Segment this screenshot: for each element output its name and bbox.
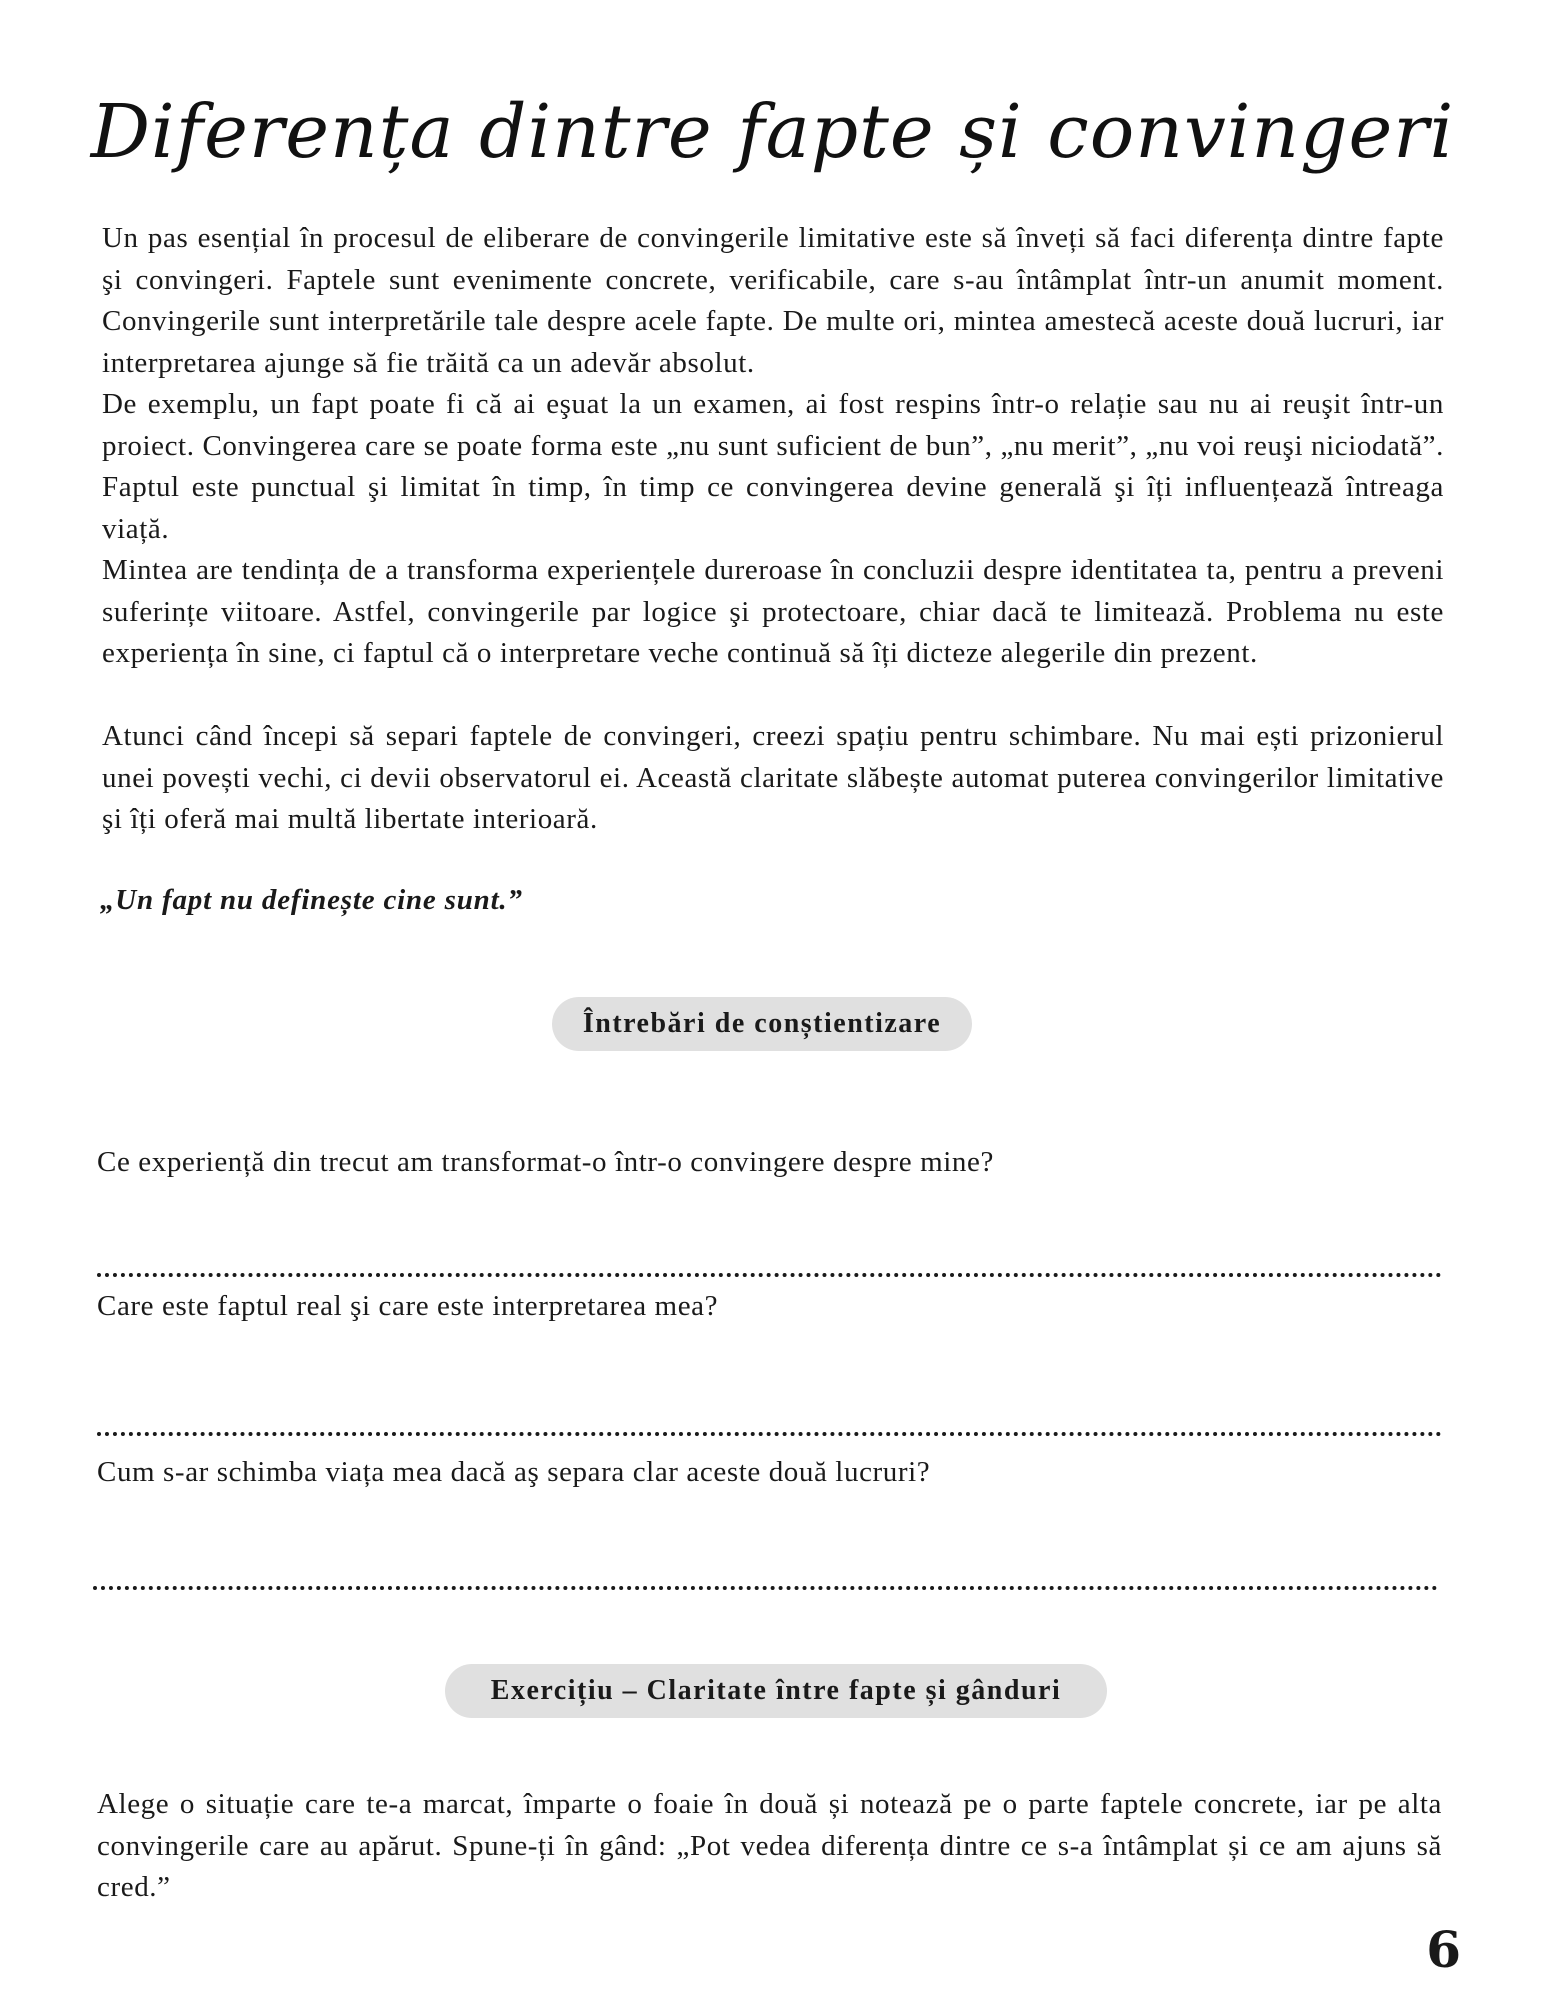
answer-line-1[interactable] xyxy=(97,1273,1442,1277)
answer-line-2[interactable] xyxy=(97,1432,1442,1436)
page-title: Diferența dintre fapte și convingeri xyxy=(90,89,1455,175)
page-number: 6 xyxy=(1426,1920,1461,1979)
awareness-question-1: Ce experiență din trecut am transformat-o într-o convingere despre mine? xyxy=(97,1146,994,1178)
exercise-paragraph: Alege o situație care te-a marcat, împarte o foaie în două și notează pe o parte faptele concrete, iar pe alta convingerile care au apărut. Spune-ți în gând: „Pot vedea diferența dintre ce s-a întâmplat și ce am ajuns să cred.” xyxy=(97,1788,1442,1903)
awareness-questions-heading: Întrebări de conștientizare xyxy=(552,997,972,1051)
exercise-heading: Exercițiu – Claritate între fapte și gânduri xyxy=(445,1664,1107,1718)
example-paragraph: De exemplu, un fapt poate fi că ai eşuat la un examen, ai fost respins într-o relație sau nu ai reuşit într-un proiect. Convingerea care se poate forma este „nu sunt suficient de bun”, „nu merit”, „nu voi reuşi niciodată”. Faptul este punctual şi limitat în timp, în timp ce convingerea devine generală şi îți influențează întreaga viață. xyxy=(102,388,1444,545)
awareness-question-2: Care este faptul real şi care este interpretarea mea? xyxy=(97,1290,719,1322)
affirmation-quote: „Un fapt nu definește cine sunt.” xyxy=(100,884,523,916)
answer-line-3[interactable] xyxy=(93,1586,1438,1590)
awareness-question-3: Cum s-ar schimba viața mea dacă aş separa clar aceste două lucruri? xyxy=(97,1456,931,1488)
intro-paragraph: Un pas esențial în procesul de eliberare de convingerile limitative este să înveți să faci diferența dintre fapte şi convingeri. Faptele sunt evenimente concrete, verificabile, care s-au întâmplat într-un anumit moment. Convingerile sunt interpretările tale despre acele fapte. De multe ori, mintea amestecă aceste două lucruri, iar interpretarea ajunge să fie trăită ca un adevăr absolut. xyxy=(102,222,1444,379)
mind-tendency-paragraph: Mintea are tendința de a transforma experiențele dureroase în concluzii despre identitatea ta, pentru a preveni suferințe viitoare. Astfel, convingerile par logice şi protectoare, chiar dacă te limitează. Problema nu este experiența în sine, ci faptul că o interpretare veche continuă să îți dicteze alegerile din prezent. xyxy=(102,554,1444,669)
separation-paragraph: Atunci când începi să separi faptele de convingeri, creezi spațiu pentru schimbare. Nu mai ești prizonierul unei povești vechi, ci devii observatorul ei. Această claritate slăbește automat puterea convingerilor limitative şi îți oferă mai multă libertate interioară. xyxy=(102,720,1444,835)
